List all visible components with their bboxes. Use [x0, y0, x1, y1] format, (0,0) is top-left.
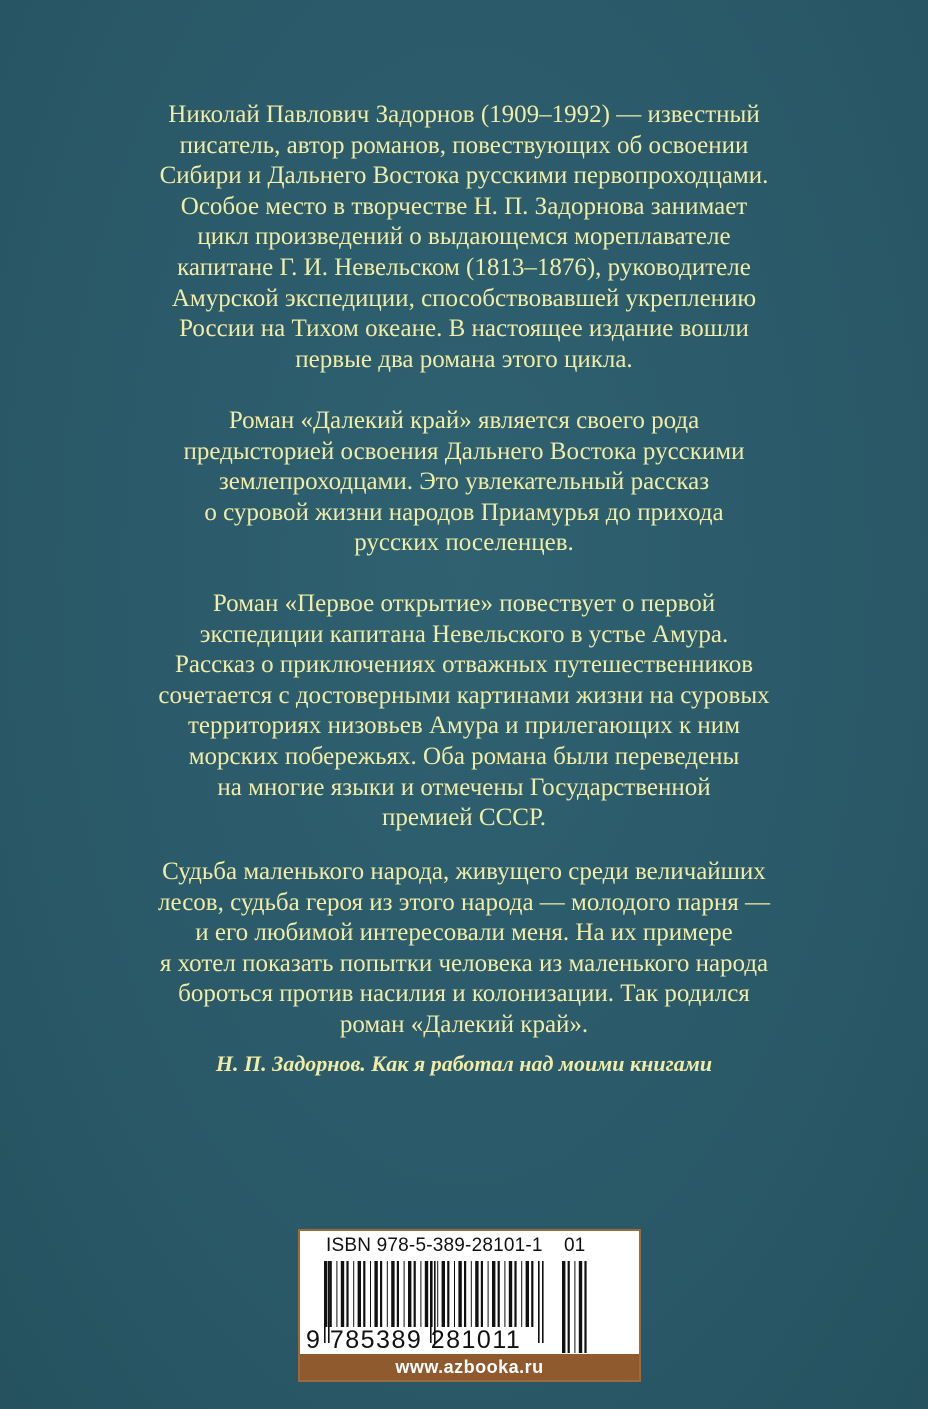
barcode-digits: 9 785389 281011 — [306, 1326, 522, 1354]
isbn-addon: 01 — [564, 1235, 586, 1256]
barcode-bar — [414, 1261, 416, 1327]
barcode-bar — [481, 1261, 483, 1327]
barcode-bar — [404, 1261, 405, 1327]
text-line: капитане Г. И. Невельском (1813–1876), руководителе — [177, 253, 751, 281]
barcode-bar — [454, 1261, 455, 1327]
barcode-bar — [504, 1261, 505, 1327]
text-line: я хотел показать попытки человека из маленького народа — [159, 949, 769, 977]
text-line: территориях низовьев Амура и прилегающих к ним — [187, 712, 741, 740]
text-line: Рассказ о приключениях отважных путешественников — [174, 651, 754, 679]
text-line: роман «Далекий край». — [339, 1010, 589, 1038]
barcode-bar — [464, 1261, 466, 1327]
barcode-bar — [442, 1261, 445, 1327]
text-line: лесов, судьба героя из этого народа — молодого парня — — [158, 888, 770, 916]
barcode-bar — [437, 1261, 438, 1327]
barcode-bar — [458, 1261, 461, 1327]
paragraph-author-bio — [0, 100, 928, 375]
barcode-guard-bar — [538, 1261, 540, 1343]
text-line: Особое место в творчестве Н. П. Задорнова занимает — [180, 192, 748, 220]
barcode-bar — [526, 1261, 529, 1327]
barcode-bar — [397, 1261, 399, 1327]
barcode-bar — [475, 1261, 478, 1327]
text-line: первые два романа этого цикла. — [295, 345, 633, 373]
barcode-bar — [380, 1261, 382, 1327]
publisher-website: www.azbooka.ru — [300, 1354, 639, 1380]
barcode-panel — [298, 1229, 641, 1382]
quote-signature: Н. П. Задорнов. Как я работал над моими книгами — [215, 1051, 713, 1076]
barcode-bar — [498, 1261, 500, 1327]
barcode-bar — [391, 1261, 394, 1327]
barcode-bar — [531, 1261, 533, 1327]
text-line: Роман «Далекий край» является своего рода — [228, 407, 700, 434]
paragraph-novel-2 — [0, 589, 928, 834]
text-line: о суровой жизни народов Приамурья до прихода — [204, 498, 724, 526]
barcode-bar — [420, 1261, 421, 1327]
paragraph-author-quote — [0, 857, 928, 1041]
text-line: морских побережьях. Оба романа были переведены — [188, 742, 740, 770]
barcode-bar — [471, 1261, 472, 1327]
barcode-guard-bar — [542, 1261, 544, 1343]
barcode-bar — [374, 1261, 377, 1327]
text-line: на многие языки и отмечены Государственной — [217, 773, 711, 801]
text-line: бороться против насилия и колонизации. Так родился — [178, 980, 750, 1008]
barcode-bar — [568, 1261, 570, 1353]
barcode-bar — [408, 1261, 411, 1327]
text-line: сочетается с достоверными картинами жизни на суровых — [158, 681, 770, 709]
barcode-bar — [514, 1261, 516, 1327]
barcode-bar — [579, 1261, 582, 1353]
barcode-bar — [363, 1261, 365, 1327]
barcode-bar — [346, 1261, 348, 1327]
text-line: землепроходцами. Это увлекательный рассказ — [218, 468, 710, 496]
text-line: и его любимой интересовали меня. На их примере — [195, 919, 733, 947]
text-line: экспедиции капитана Невельского в устье Амура. — [199, 620, 729, 648]
text-line: писатель, автор романов, повествующих об освоении — [179, 131, 749, 159]
barcode-bar — [509, 1261, 512, 1327]
text-line: русских поселенцев. — [354, 529, 574, 557]
text-line: России на Тихом океане. В настоящее издание вошли — [179, 315, 749, 343]
barcode-bar — [562, 1261, 565, 1353]
text-line: Судьба маленького народа, живущего среди величайших — [162, 858, 766, 885]
paragraph-novel-1 — [0, 406, 928, 559]
text-line: предысторией освоения Дальнего Востока русскими — [183, 437, 745, 465]
barcode-bar — [353, 1261, 354, 1327]
text-line: Амурской экспедиции, способствовавшей укреплению — [171, 284, 757, 312]
barcode-bar — [521, 1261, 522, 1327]
text-line: Роман «Первое открытие» повествует о первой — [212, 590, 716, 617]
text-line: премией СССР. — [382, 804, 546, 832]
text-line: Николай Павлович Задорнов (1909–1992) — известный — [168, 101, 760, 128]
barcode-bar — [358, 1261, 361, 1327]
barcode-bar — [330, 1261, 332, 1327]
barcode-bar — [574, 1261, 575, 1353]
isbn-label: ISBN 978-5-389-28101-1 — [326, 1235, 543, 1256]
barcode-bar — [387, 1261, 388, 1327]
barcode-bar — [370, 1261, 371, 1327]
text-line: цикл произведений о выдающемся мореплавателе — [197, 223, 731, 251]
barcode-bar — [341, 1261, 344, 1327]
barcode-bar — [336, 1261, 337, 1327]
text-line: Сибири и Дальнего Востока русскими первопроходцами. — [159, 162, 769, 190]
barcode-bar — [492, 1261, 495, 1327]
barcode-bar — [488, 1261, 489, 1327]
barcode-bar — [584, 1261, 586, 1353]
barcode-bar — [425, 1261, 428, 1327]
barcode-bar — [447, 1261, 449, 1327]
